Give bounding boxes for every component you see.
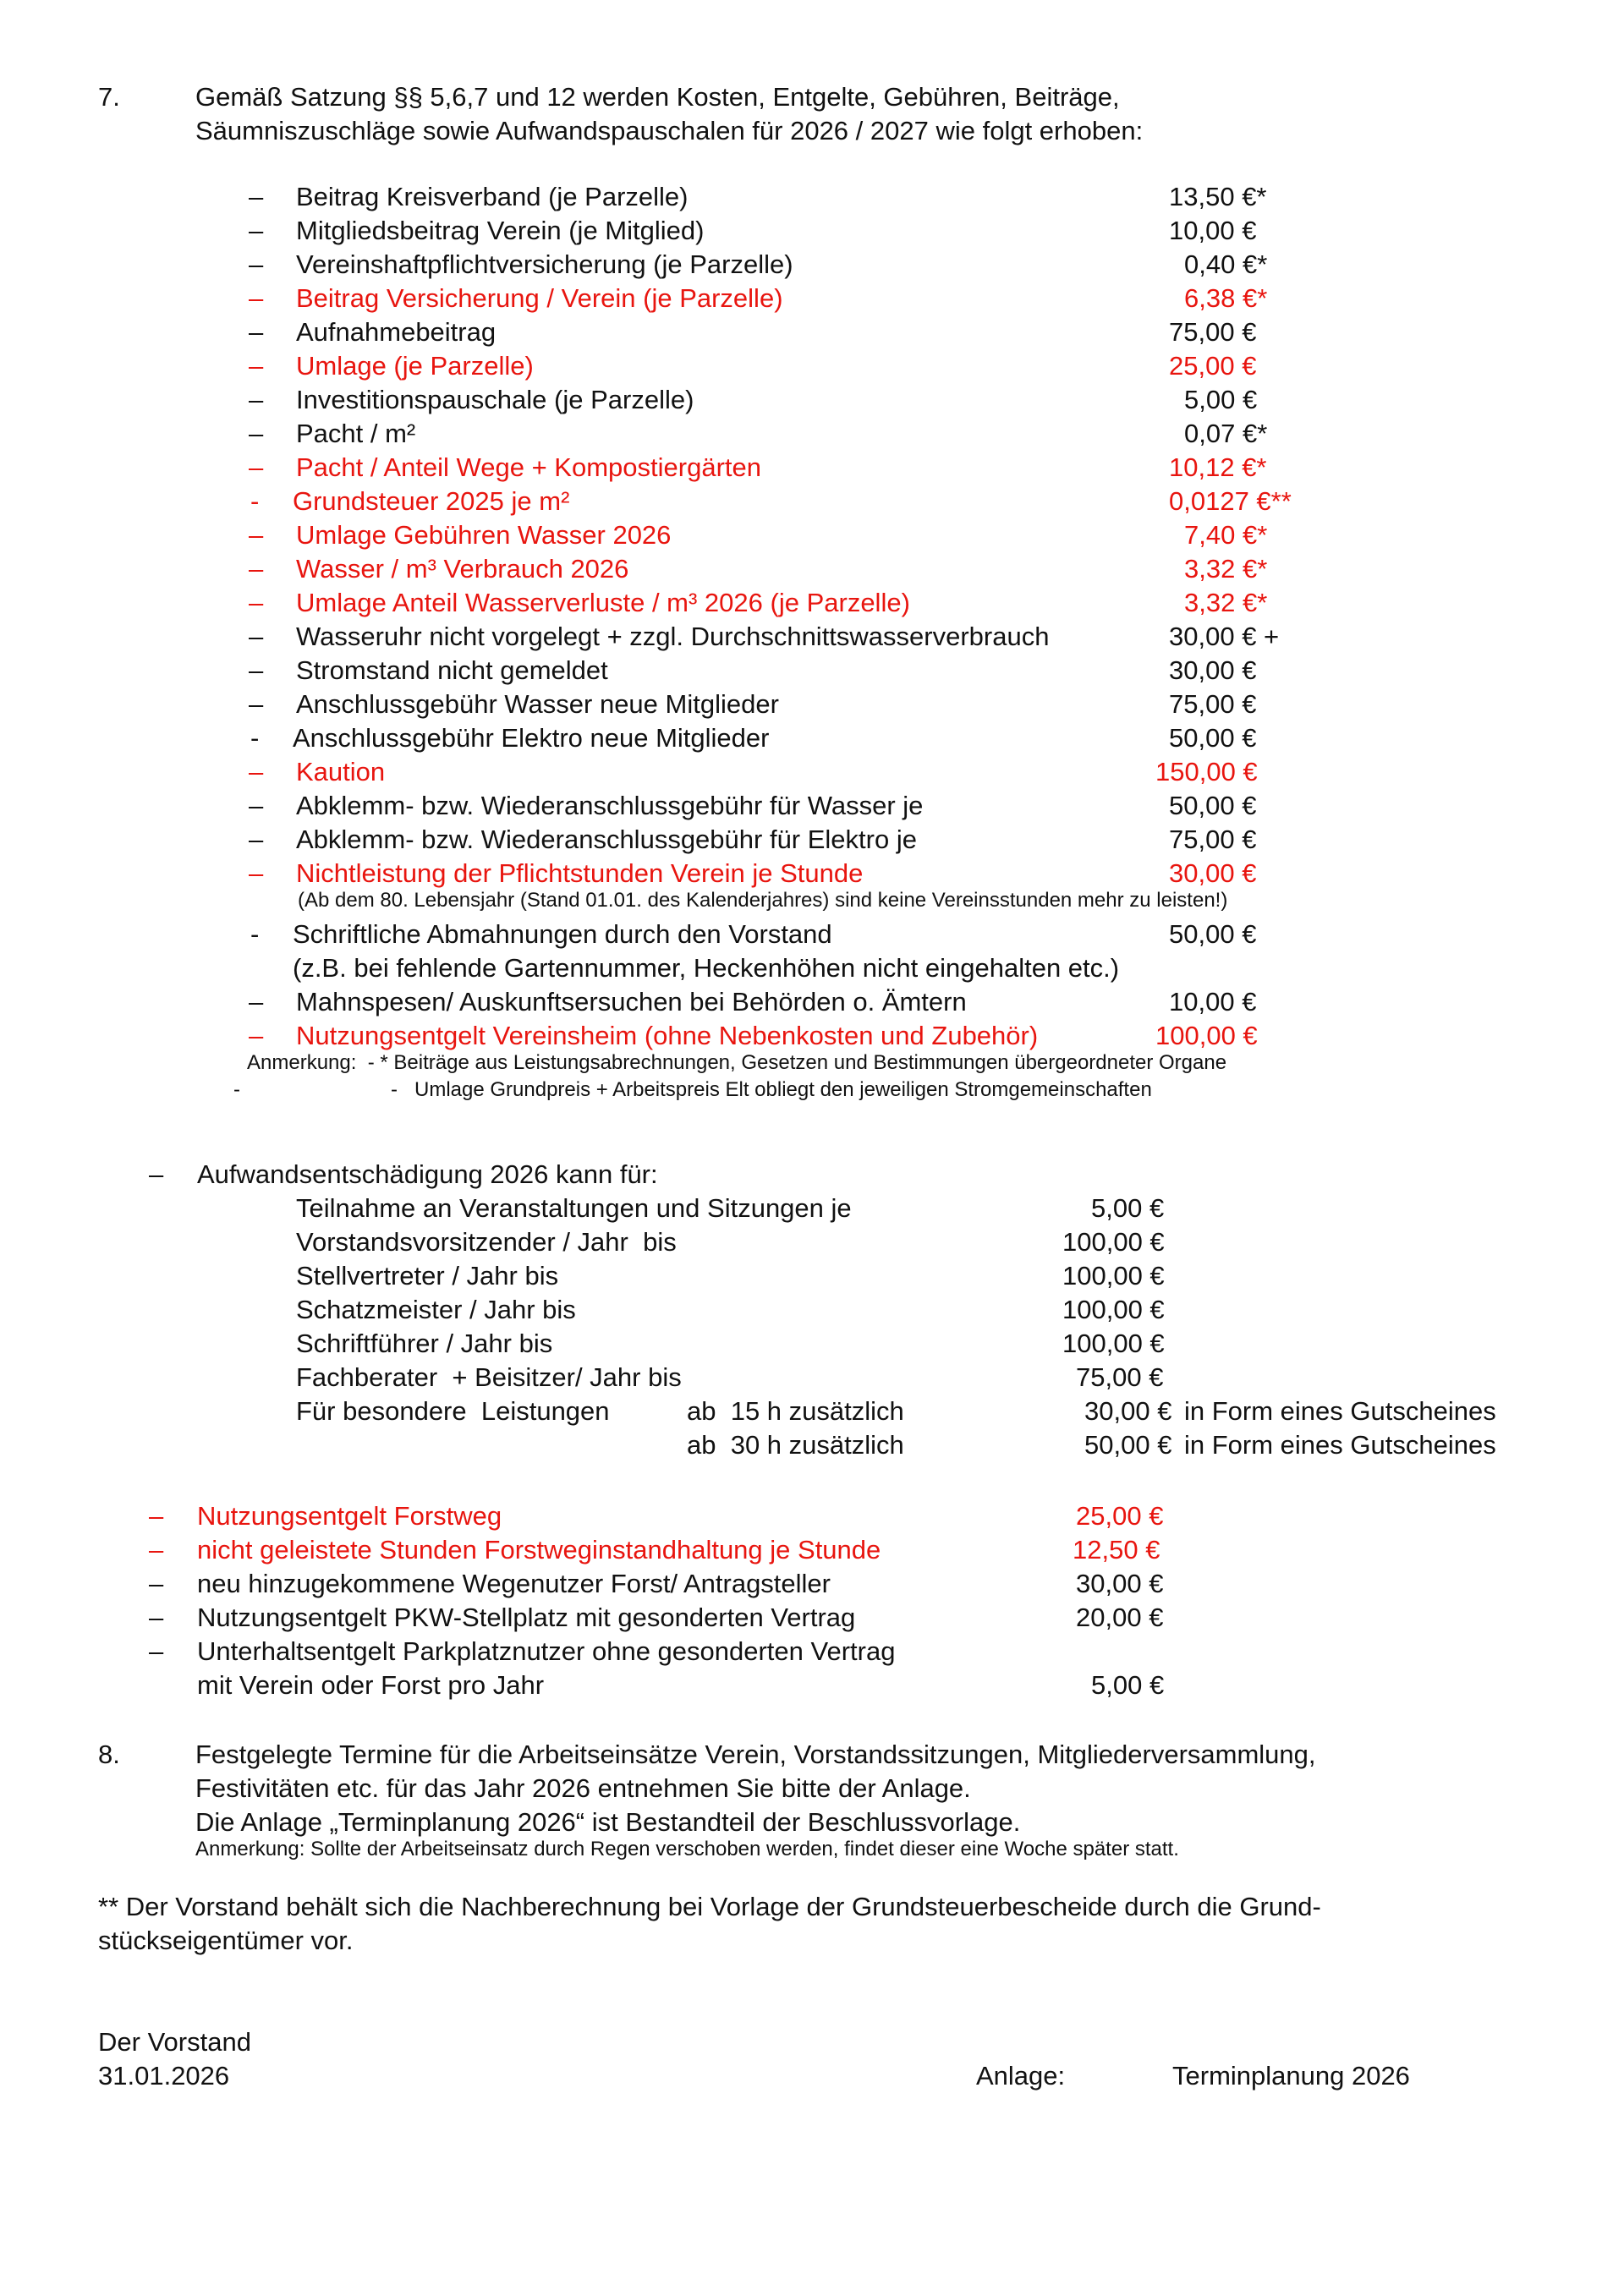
list-dash: - [250,919,260,949]
aufwand-amount: 75,00 € [1076,1362,1164,1392]
aufwand-amount: 5,00 € [1091,1193,1165,1223]
forst-label: Unterhaltsentgelt Parkplatznutzer ohne gesonderten Vertrag [197,1636,896,1666]
anmerkung-line2-dash: - [233,1078,240,1101]
fee-label: Umlage Anteil Wasserverluste / m³ 2026 (je Parzelle) [296,588,910,617]
list-dash: – [249,987,264,1016]
fee-label: Stromstand nicht gemeldet [296,655,608,685]
forst-amount: 12,50 € [1073,1535,1160,1564]
fee-amount: 6,38 €* [1184,283,1268,313]
fee-label: Vereinshaftpflichtversicherung (je Parzelle) [296,249,793,279]
fee-amount: 30,00 € [1169,655,1257,685]
aufwand-amount: 100,00 € [1062,1329,1165,1358]
besondere-amount: 50,00 € [1084,1430,1172,1460]
list-dash: – [249,249,264,279]
list-dash: – [249,1021,264,1050]
fee-amount: 0,40 €* [1184,249,1268,279]
list-dash: – [249,622,264,651]
fee-amount: 150,00 € [1155,757,1258,786]
besondere-label: Für besondere Leistungen [296,1396,610,1426]
fee-amount: 3,32 €* [1184,588,1268,617]
list-dash: – [249,791,264,820]
anlage-label: Anlage: [976,2061,1066,2091]
list-dash: - [250,486,260,516]
list-dash: – [149,1535,164,1564]
fee-label: Wasser / m³ Verbrauch 2026 [296,554,629,584]
fee-amount: 30,00 € [1169,858,1257,888]
fee-label: Aufnahmebeitrag [296,317,497,347]
besondere-suffix: in Form eines Gutscheines [1184,1430,1496,1460]
list-dash: – [249,317,264,347]
abmahnung-amount: 50,00 € [1169,919,1257,949]
fee-label: Beitrag Versicherung / Verein (je Parzelle) [296,283,783,313]
aufwand-label: Stellvertreter / Jahr bis [296,1261,559,1290]
footnote-line2: stückseigentümer vor. [98,1926,354,1955]
list-dash: – [149,1159,164,1189]
list-dash: – [249,520,264,550]
list-dash: – [249,689,264,719]
forst-label: neu hinzugekommene Wegenutzer Forst/ Antragsteller [197,1569,831,1598]
abmahnung-label: Schriftliche Abmahnungen durch den Vorstand [293,919,832,949]
fee-label: Umlage (je Parzelle) [296,351,534,381]
list-dash: – [249,757,264,786]
list-dash: – [249,216,264,245]
list-dash: – [149,1501,164,1531]
fee-amount: 7,40 €* [1184,520,1268,550]
fee-label: Pacht / m² [296,419,416,448]
section-8-line2: Festivitäten etc. für das Jahr 2026 entnehmen Sie bitte der Anlage. [195,1773,971,1803]
fee-amount: 0,07 €* [1184,419,1268,448]
list-dash: - [250,723,260,753]
list-dash: – [249,858,264,888]
forst-label: Nutzungsentgelt PKW-Stellplatz mit gesonderten Vertrag [197,1603,856,1632]
fee-amount: 10,00 € [1169,216,1257,245]
list-dash: – [149,1569,164,1598]
fee-label: Pacht / Anteil Wege + Kompostiergärten [296,452,761,482]
aufwand-amount: 100,00 € [1062,1261,1165,1290]
aufwand-label: Schriftführer / Jahr bis [296,1329,553,1358]
section-8-line1: Festgelegte Termine für die Arbeitseinsätze Verein, Vorstandssitzungen, Mitgliederversammlung, [195,1740,1316,1769]
besondere-hours: ab 30 h zusätzlich [687,1430,904,1460]
section-7-intro-line1: Gemäß Satzung §§ 5,6,7 und 12 werden Kosten, Entgelte, Gebühren, Beiträge, [195,82,1120,112]
fee-label: Abklemm- bzw. Wiederanschlussgebühr für Elektro je [296,825,917,854]
list-dash: – [249,385,264,414]
mahnspesen-amount: 10,00 € [1169,987,1257,1016]
list-dash: – [149,1603,164,1632]
aufwand-label: Vorstandsvorsitzender / Jahr bis [296,1227,677,1257]
besondere-suffix: in Form eines Gutscheines [1184,1396,1496,1426]
anmerkung-line2: - Umlage Grundpreis + Arbeitspreis Elt obliegt den jeweiligen Stromgemeinschaften [391,1078,1152,1101]
aufwand-amount: 100,00 € [1062,1227,1165,1257]
fee-label: Abklemm- bzw. Wiederanschlussgebühr für Wasser je [296,791,924,820]
pflichtstunden-note: (Ab dem 80. Lebensjahr (Stand 01.01. des Kalenderjahres) sind keine Vereinsstunden mehr zu leisten!) [298,889,1228,912]
fee-label: Wasseruhr nicht vorgelegt + zzgl. Durchschnittswasserverbrauch [296,622,1050,651]
list-dash: – [249,825,264,854]
section-7-number: 7. [98,82,120,112]
list-dash: – [249,419,264,448]
forst-amount: 30,00 € [1076,1569,1164,1598]
section-8-note: Anmerkung: Sollte der Arbeitseinsatz durch Regen verschoben werden, findet dieser eine Woche später statt. [195,1838,1179,1860]
list-dash: – [249,351,264,381]
fee-amount: 50,00 € [1169,723,1257,753]
fee-amount: 0,0127 €** [1169,486,1292,516]
fee-label: Nichtleistung der Pflichtstunden Verein je Stunde [296,858,864,888]
list-dash: – [249,554,264,584]
besondere-amount: 30,00 € [1084,1396,1172,1426]
anlage-value: Terminplanung 2026 [1172,2061,1410,2091]
list-dash: – [249,182,264,211]
list-dash: – [249,588,264,617]
list-dash: – [149,1636,164,1666]
fee-label: Umlage Gebühren Wasser 2026 [296,520,672,550]
list-dash: – [249,283,264,313]
list-dash: – [249,655,264,685]
aufwand-title: Aufwandsentschädigung 2026 kann für: [197,1159,658,1189]
fee-amount: 5,00 € [1184,385,1258,414]
forst-label: nicht geleistete Stunden Forstweginstandhaltung je Stunde [197,1535,881,1564]
aufwand-amount: 100,00 € [1062,1295,1165,1324]
forst-amount: 25,00 € [1076,1501,1164,1531]
fee-amount: 75,00 € [1169,317,1257,347]
forst-last-amount: 5,00 € [1091,1670,1165,1700]
forst-amount: 20,00 € [1076,1603,1164,1632]
section-8-number: 8. [98,1740,120,1769]
besondere-hours: ab 15 h zusätzlich [687,1396,904,1426]
mahnspesen-label: Mahnspesen/ Auskunftsersuchen bei Behörden o. Ämtern [296,987,967,1016]
fee-label: Investitionspauschale (je Parzelle) [296,385,694,414]
vereinsheim-label: Nutzungsentgelt Vereinsheim (ohne Nebenkosten und Zubehör) [296,1021,1039,1050]
fee-amount: 75,00 € [1169,689,1257,719]
fee-label: Beitrag Kreisverband (je Parzelle) [296,182,689,211]
fee-label: Kaution [296,757,386,786]
aufwand-label: Schatzmeister / Jahr bis [296,1295,576,1324]
fee-amount: 13,50 €* [1169,182,1267,211]
fee-label: Anschlussgebühr Elektro neue Mitglieder [293,723,770,753]
section-8-line3: Die Anlage „Terminplanung 2026“ ist Bestandteil der Beschlussvorlage. [195,1807,1021,1837]
fee-label: Mitgliedsbeitrag Verein (je Mitglied) [296,216,705,245]
abmahnung-subtext: (z.B. bei fehlende Gartennummer, Heckenhöhen nicht eingehalten etc.) [293,953,1120,983]
aufwand-label: Teilnahme an Veranstaltungen und Sitzungen je [296,1193,852,1223]
fee-amount: 10,12 €* [1169,452,1267,482]
aufwand-label: Fachberater + Beisitzer/ Jahr bis [296,1362,682,1392]
fee-label: Grundsteuer 2025 je m² [293,486,570,516]
forst-label: Nutzungsentgelt Forstweg [197,1501,502,1531]
fee-amount: 50,00 € [1169,791,1257,820]
fee-amount: 3,32 €* [1184,554,1268,584]
footnote-line1: ** Der Vorstand behält sich die Nachberechnung bei Vorlage der Grundsteuerbescheide durch die Grund- [98,1892,1321,1921]
fee-amount: 25,00 € [1169,351,1257,381]
signature-org: Der Vorstand [98,2027,251,2057]
list-dash: – [249,452,264,482]
fee-amount: 30,00 € + [1169,622,1280,651]
anmerkung-line1: Anmerkung: - * Beiträge aus Leistungsabrechnungen, Gesetzen und Bestimmungen übergeordneter Organe [247,1051,1227,1074]
fee-label: Anschlussgebühr Wasser neue Mitglieder [296,689,779,719]
fee-amount: 75,00 € [1169,825,1257,854]
signature-date: 31.01.2026 [98,2061,230,2091]
forst-last-label: mit Verein oder Forst pro Jahr [197,1670,545,1700]
vereinsheim-amount: 100,00 € [1155,1021,1258,1050]
section-7-intro-line2: Säumniszuschläge sowie Aufwandspauschalen für 2026 / 2027 wie folgt erhoben: [195,116,1144,145]
